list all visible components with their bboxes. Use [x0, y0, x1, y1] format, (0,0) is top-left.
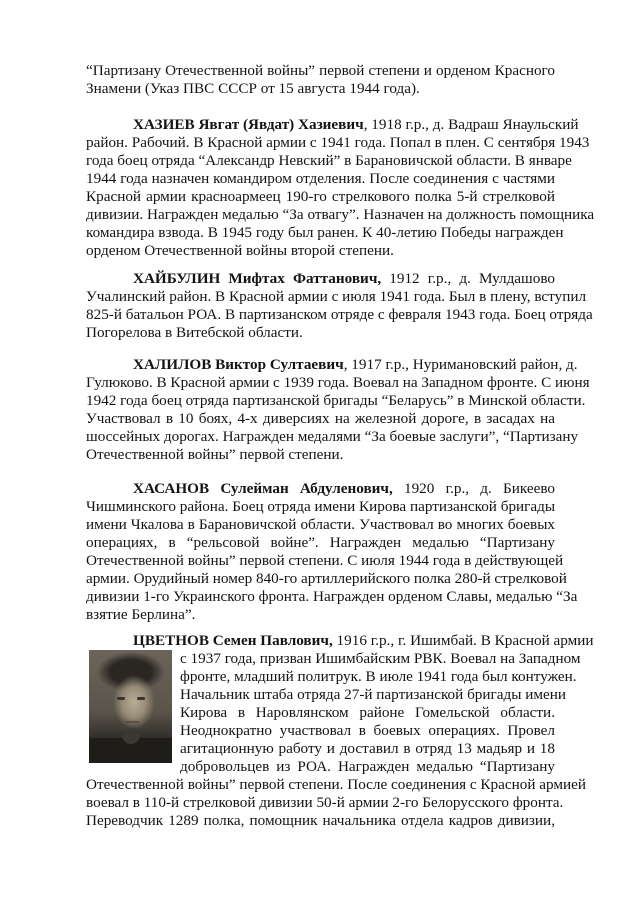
entry-line: с 1937 года, призван Ишимбайским РВК. Воевал на Западном	[180, 650, 581, 667]
entry-line: Отечественной войны” первой степени. С июля 1944 года в действующей	[86, 552, 564, 569]
entry-first-line: , 1918 г.р., д. Вадраш Янаульский	[363, 116, 579, 133]
intro-line: “Партизану Отечественной войны” первой степени и орденом Красного	[86, 62, 555, 79]
entry-heading	[133, 116, 579, 134]
entry-line: Начальник штаба отряда 27-й партизанской бригады имени	[180, 686, 566, 703]
person-name: ХАЗИЕВ Явгат (Явдат) Хазиевич	[133, 116, 364, 133]
entry-line: взятие Берлина”.	[86, 606, 196, 623]
entry-line: орденом Отечественной войны второй степени.	[86, 242, 394, 259]
entry-line: армии. Орудийный номер 840-го артиллерийского полка 280-й стрелковой	[86, 570, 567, 587]
entry-line: года боец отряда “Александр Невский” в Барановичской области. В январе	[86, 152, 572, 169]
entry-first-line: , 1917 г.р., Нуримановский район, д.	[343, 356, 578, 373]
photo-detail	[117, 697, 125, 700]
photo-detail	[137, 697, 145, 700]
entry-line: район. Рабочий. В Красной армии с 1941 года. Попал в плен. С сентября 1943	[86, 134, 590, 151]
entry-line: воевал в 110-й стрелковой дивизии 50-й армии 2-го Белорусского фронта.	[86, 794, 564, 811]
entry-line: 1944 года назначен командиром отделения. После соединения с частями	[86, 170, 555, 187]
entry-first-line: 1912 г.р., д. Мулдашово	[381, 270, 555, 287]
entry-line: агитационную работу и доставил в отряд 13 мадьяр и 18	[180, 740, 555, 757]
entry-heading	[133, 480, 555, 498]
entry-line: 825-й батальон РОА. В партизанском отряде с февраля 1943 года. Боец отряда	[86, 306, 593, 323]
person-name: ЦВЕТНОВ Семен Павлович,	[133, 632, 333, 649]
entry-line: Отечественной войны” первой степени.	[86, 446, 344, 463]
entry-line: имени Чкалова в Барановичской области. Участвовал во многих боевых	[86, 516, 555, 533]
entry-line: дивизии. Награжден медалью “За отвагу”. Назначен на должность помощника	[86, 206, 595, 223]
entry-line: Неоднократно участвовал в боевых операциях. Провел	[180, 722, 555, 739]
portrait-photo	[89, 650, 172, 763]
person-name: ХАСАНОВ Сулейман Абдуленович,	[133, 480, 393, 497]
entry-first-line: 1916 г.р., г. Ишимбай. В Красной армии	[332, 632, 594, 649]
entry-line: Кирова в Наровлянском районе Гомельской области.	[180, 704, 555, 721]
entry-line: дивизии 1-го Украинского фронта. Награжден орденом Славы, медалью “За	[86, 588, 578, 605]
entry-heading	[133, 356, 578, 374]
entry-line: Чишминского района. Боец отряда имени Кирова партизанской бригады	[86, 498, 556, 515]
entry-line: командира взвода. В 1945 году был ранен. К 40-летию Победы награжден	[86, 224, 564, 241]
entry-line: Гулюково. В Красной армии с 1939 года. Воевал на Западном фронте. С июня	[86, 374, 590, 391]
entry-line: Погорелова в Витебской области.	[86, 324, 303, 341]
entry-line: добровольцев из РОА. Награжден медалью “Партизану	[180, 758, 555, 775]
entry-heading	[133, 632, 594, 650]
entry-line: Учалинский район. В Красной армии с июля 1941 года. Был в плену, вступил	[86, 288, 587, 305]
entry-line: Переводчик 1289 полка, помощник начальника отдела кадров дивизии,	[86, 812, 555, 829]
intro-line: Знамени (Указ ПВС СССР от 15 августа 1944 года).	[86, 80, 420, 97]
entry-line: 1942 года боец отряда партизанской бригады “Беларусь” в Минской области.	[86, 392, 586, 409]
entry-line: Отечественной войны” первой степени. После соединения с Красной армией	[86, 776, 586, 793]
photo-detail	[125, 721, 139, 723]
entry-first-line: 1920 г.р., д. Бикеево	[392, 480, 555, 497]
entry-heading	[133, 270, 555, 288]
entry-line: Красной армии красноармеец 190-го стрелкового полка 5-й стрелковой	[86, 188, 555, 205]
entry-line: операциях, в “рельсовой войне”. Награжден медалью “Партизану	[86, 534, 555, 551]
entry-line: шоссейных дорогах. Награжден медалями “За боевые заслуги”, “Партизану	[86, 428, 579, 445]
entry-line: Участвовал в 10 боях, 4-х диверсиях на железной дороге, в засадах на	[86, 410, 555, 427]
person-name: ХАЙБУЛИН Мифтах Фаттанович,	[133, 270, 382, 287]
person-name: ХАЛИЛОВ Виктор Султаевич	[133, 356, 344, 373]
entry-line: фронте, младший политрук. В июле 1941 года был контужен.	[180, 668, 577, 685]
